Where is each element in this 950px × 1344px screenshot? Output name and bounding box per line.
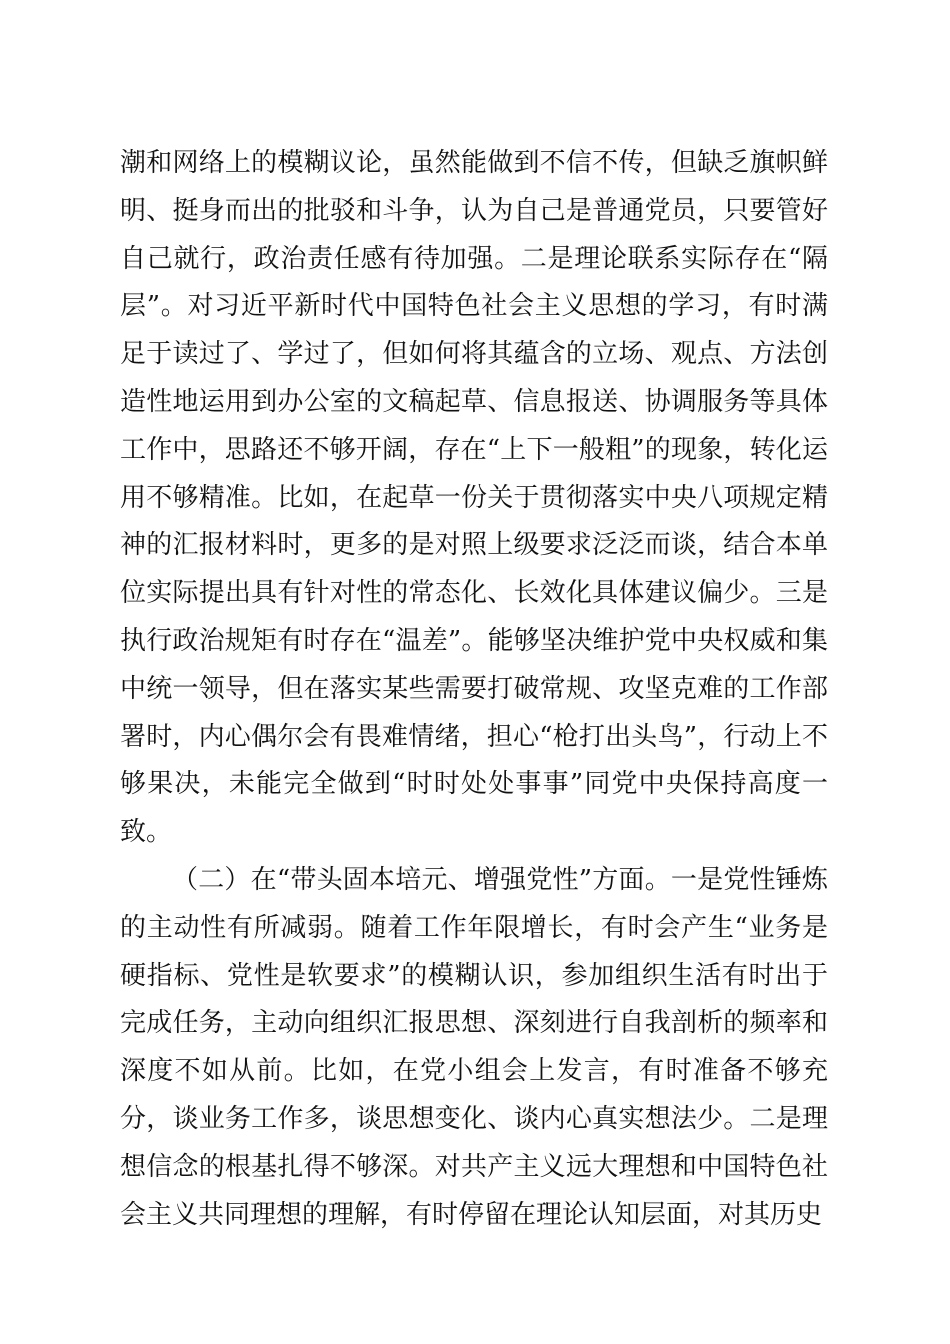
paragraph-party-spirit-section: （二）在“带头固本培元、增强党性”方面。一是党性锤炼的主动性有所减弱。随着工作年限增长，有时会产生“业务是硬指标、党性是软要求”的模糊认识，参加组织生活有时出于完成任务，主动向组织汇报思想、深刻进行自我剖析的频率和深度不如从前。比如，在党小组会上发言，有时准备不够充分，谈业务工作多，谈思想变化、谈内心真实想法少。二是理想信念的根基扎得不够深。对共产主义远大理想和中国特色社会主义共同理想的理解，有时停留在理论认知层面，对其历史 (120, 864, 828, 1230)
paragraph-political-issues: 潮和网络上的模糊议论，虽然能做到不信不传，但缺乏旗帜鲜明、挺身而出的批驳和斗争，认为自己是普通党员，只要管好自己就行，政治责任感有待加强。二是理论联系实际存在“隔层”。对习近平新时代中国特色社会主义思想的学习，有时满足于读过了、学过了，但如何将其蕴含的立场、观点、方法创造性地运用到办公室的文稿起草、信息报送、协调服务等具体工作中，思路还不够开阔，存在“上下一般粗”的现象，转化运用不够精准。比如，在起草一份关于贯彻落实中央八项规定精神的汇报材料时，更多的是对照上级要求泛泛而谈，结合本单位实际提出具有针对性的常态化、长效化具体建议偏少。三是执行政治规矩有时存在“温差”。能够坚决维护党中央权威和集中统一领导，但在落实某些需要打破常规、攻坚克难的工作部署时，内心偶尔会有畏难情绪，担心“枪打出头鸟”，行动上不够果决，未能完全做到“时时处处事事”同党中央保持高度一致。 (120, 148, 828, 848)
document-body (120, 140, 828, 1239)
